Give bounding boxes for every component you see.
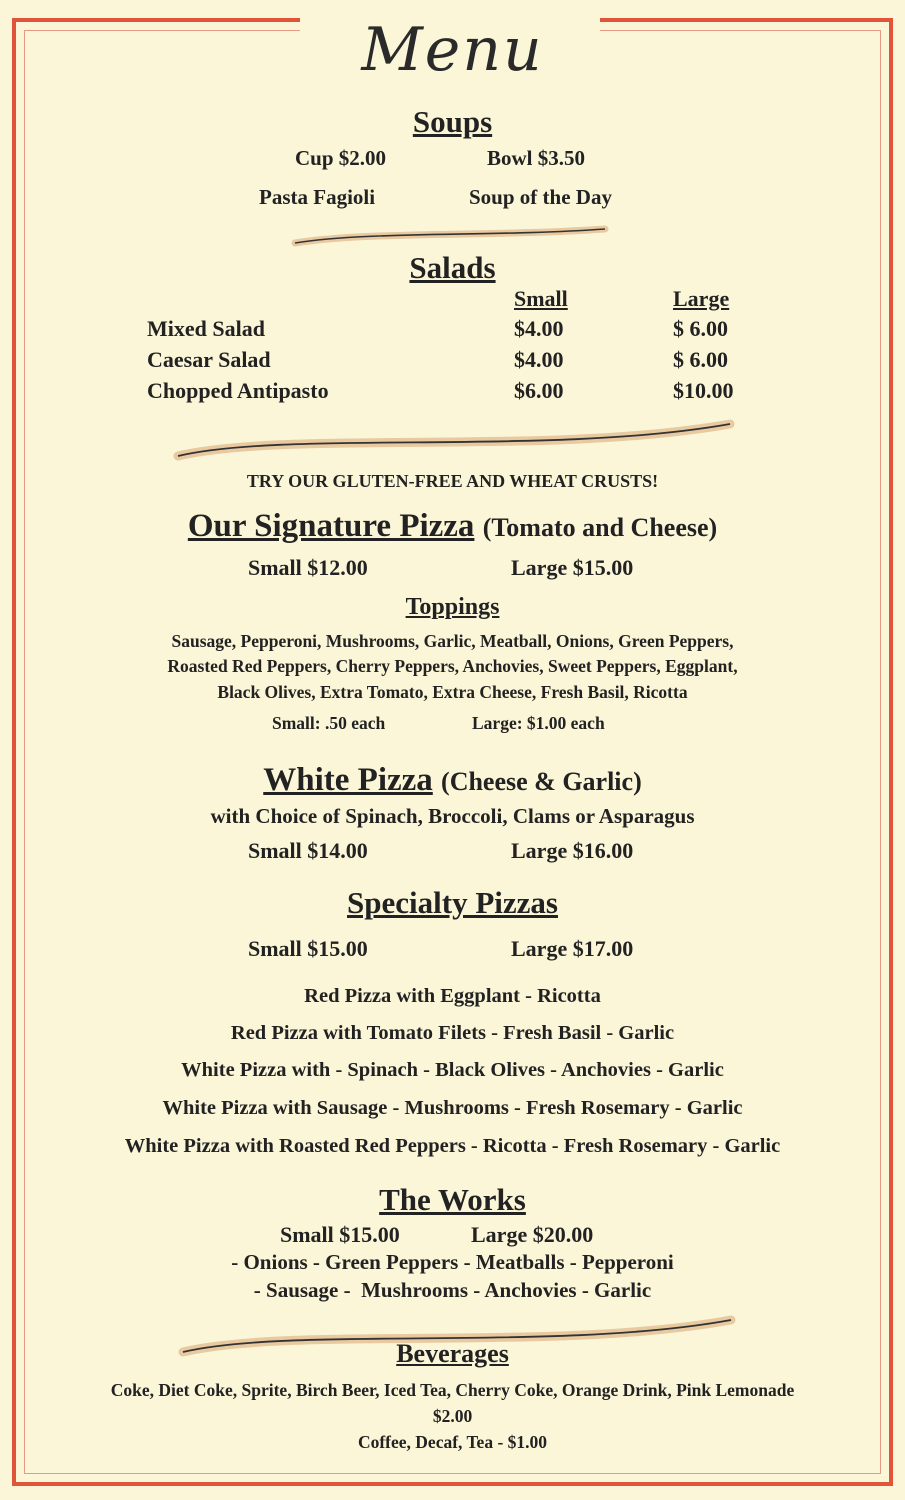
soups-bowl-price: Bowl $3.50 bbox=[487, 146, 586, 170]
white-pizza-subtitle: (Cheese & Garlic) bbox=[441, 767, 642, 796]
toppings-line: Black Olives, Extra Tomato, Extra Cheese, Fresh Basil, Ricotta bbox=[217, 682, 688, 702]
white-pizza-choice: with Choice of Spinach, Broccoli, Clams or Asparagus bbox=[210, 804, 695, 828]
beverages-soda-price: $2.00 bbox=[432, 1406, 473, 1426]
soups-cup-price: Cup $2.00 bbox=[295, 146, 387, 170]
toppings-heading: Toppings bbox=[405, 594, 500, 620]
works-toppings-line: - Onions - Green Peppers - Meatballs - Pepperoni bbox=[231, 1250, 674, 1274]
beverages-heading: Beverages bbox=[396, 1339, 509, 1368]
salad-item-large-price: $ 6.00 bbox=[673, 347, 728, 372]
salad-item-large-price: $ 6.00 bbox=[673, 316, 728, 341]
specialty-item: Red Pizza with Tomato Filets - Fresh Basil - Garlic bbox=[230, 1022, 675, 1044]
signature-pizza-heading: Our Signature Pizza bbox=[187, 508, 475, 544]
soups-heading: Soups bbox=[412, 104, 493, 139]
salad-item-name: Chopped Antipasto bbox=[147, 378, 329, 403]
signature-large-price: Large $15.00 bbox=[511, 555, 634, 580]
signature-small-price: Small $12.00 bbox=[248, 555, 368, 580]
salad-item-name: Caesar Salad bbox=[147, 347, 271, 372]
specialty-item: Red Pizza with Eggplant - Ricotta bbox=[304, 985, 601, 1007]
works-heading: The Works bbox=[379, 1182, 526, 1217]
works-large-price: Large $20.00 bbox=[471, 1222, 594, 1247]
salad-item-small-price: $4.00 bbox=[514, 316, 564, 341]
soups-item-pasta-fagioli: Pasta Fagioli bbox=[259, 185, 376, 209]
salad-item-large-price: $10.00 bbox=[673, 378, 734, 403]
toppings-large-price: Large: $1.00 each bbox=[472, 713, 605, 733]
soups-item-soup-of-day: Soup of the Day bbox=[469, 185, 612, 209]
specialty-small-price: Small $15.00 bbox=[248, 936, 368, 961]
specialty-item: White Pizza with Roasted Red Peppers - Ricotta - Fresh Rosemary - Garlic bbox=[124, 1135, 781, 1157]
divider-swoosh-2 bbox=[170, 416, 740, 462]
toppings-line: Sausage, Pepperoni, Mushrooms, Garlic, Meatball, Onions, Green Peppers, bbox=[171, 631, 734, 651]
works-toppings-line: - Sausage - Mushrooms - Anchovies - Garlic bbox=[253, 1278, 652, 1302]
white-pizza-large-price: Large $16.00 bbox=[511, 838, 634, 863]
specialty-heading: Specialty Pizzas bbox=[347, 885, 558, 920]
crust-note: TRY OUR GLUTEN-FREE AND WHEAT CRUSTS! bbox=[246, 471, 659, 491]
divider-swoosh-1 bbox=[290, 225, 610, 247]
specialty-large-price: Large $17.00 bbox=[511, 936, 634, 961]
salad-item-name: Mixed Salad bbox=[147, 316, 265, 341]
menu-title: Menu bbox=[361, 15, 544, 85]
beverages-hot-drinks: Coffee, Decaf, Tea - $1.00 bbox=[357, 1432, 548, 1452]
white-pizza-heading: White Pizza bbox=[263, 762, 433, 798]
specialty-item: White Pizza with Sausage - Mushrooms - Fresh Rosemary - Garlic bbox=[162, 1097, 743, 1119]
specialty-item: White Pizza with - Spinach - Black Olives - Anchovies - Garlic bbox=[181, 1059, 724, 1081]
signature-pizza-subtitle: (Tomato and Cheese) bbox=[482, 513, 718, 542]
beverages-line: Coke, Diet Coke, Sprite, Birch Beer, Iced Tea, Cherry Coke, Orange Drink, Pink Lemonade bbox=[110, 1380, 795, 1400]
salad-item-small-price: $6.00 bbox=[514, 378, 564, 403]
salad-item-small-price: $4.00 bbox=[514, 347, 564, 372]
white-pizza-small-price: Small $14.00 bbox=[248, 838, 368, 863]
salads-heading: Salads bbox=[409, 250, 496, 285]
works-small-price: Small $15.00 bbox=[280, 1222, 400, 1247]
toppings-line: Roasted Red Peppers, Cherry Peppers, Anchovies, Sweet Peppers, Eggplant, bbox=[167, 656, 738, 676]
white-pizza-title bbox=[0, 762, 905, 799]
signature-pizza-title bbox=[0, 508, 905, 545]
toppings-small-price: Small: .50 each bbox=[272, 713, 386, 733]
salads-col-large: Large bbox=[673, 286, 730, 311]
salads-col-small: Small bbox=[514, 286, 568, 311]
